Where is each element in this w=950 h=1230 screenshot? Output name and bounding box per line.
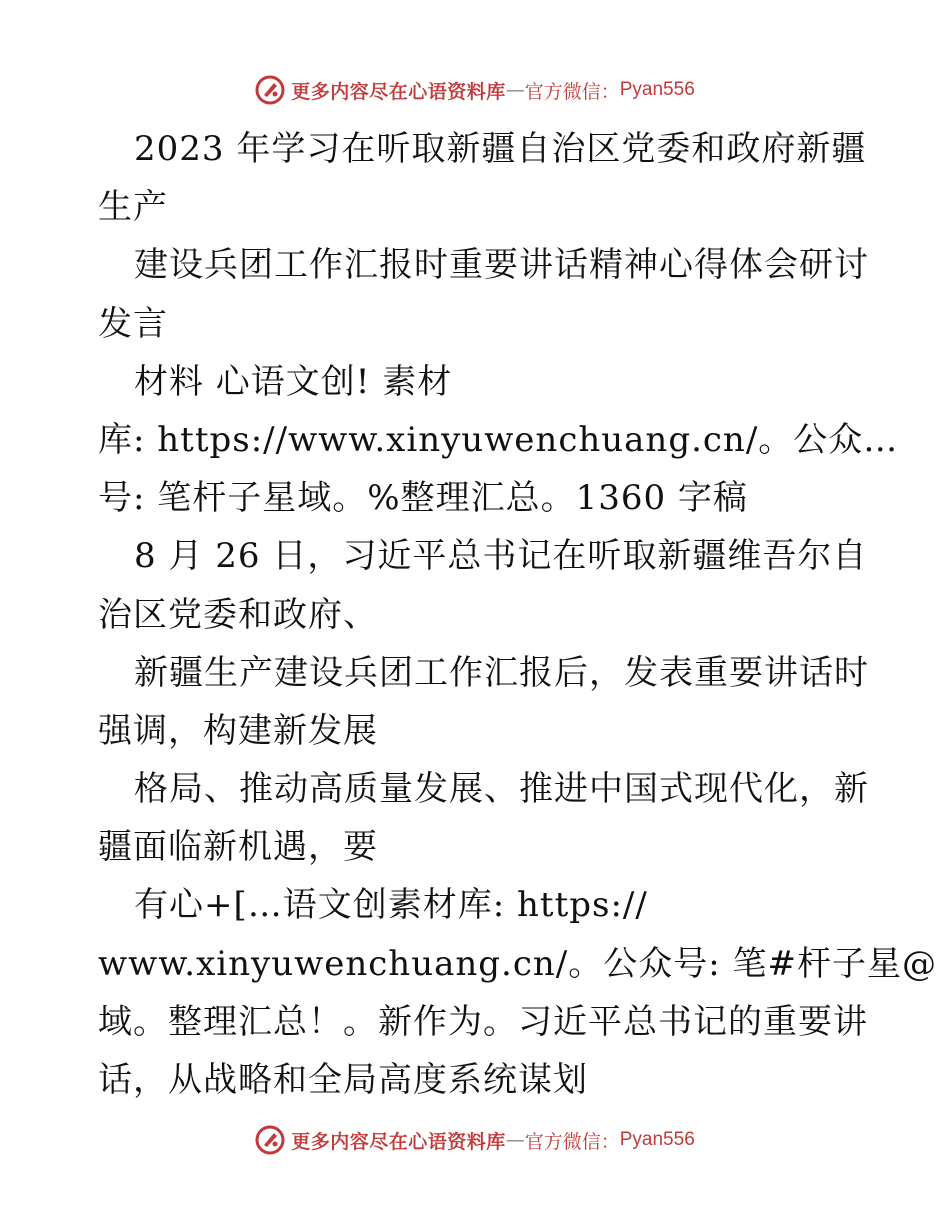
text-line: 治区党委和政府、: [98, 594, 378, 635]
banner-wechat-id: Pyan556: [619, 79, 695, 100]
text-line: 生产: [98, 187, 168, 228]
text-line: 疆面临新机遇，要: [98, 827, 378, 868]
text-line: 号: 笔杆子星域。%整理汇总。1360 字稿: [98, 478, 748, 519]
text-line: 强调，构建新发展: [98, 710, 378, 751]
banner-separator: —: [505, 1129, 525, 1151]
banner-wechat-label: 官方微信：: [524, 1130, 620, 1153]
text-line: 库: https://www.xinyuwenchuang.cn/。公众…: [98, 419, 899, 460]
text-line: 2023 年学习在听取新疆自治区党委和政府新疆: [134, 129, 867, 169]
text-line: www.xinyuwenchuang.cn/。公众号: 笔#杆子星@: [98, 943, 937, 984]
footer-banner: [0, 1120, 950, 1160]
brand-logo-icon: [255, 1125, 285, 1155]
text-line: 8 月 26 日，习近平总书记在听取新疆维吾尔自: [134, 536, 868, 577]
text-line: 格局、推动高质量发展、推进中国式现代化，新: [134, 769, 869, 810]
banner-separator: —: [505, 79, 525, 101]
text-line: 域。整理汇总！。新作为。习近平总书记的重要讲: [98, 1001, 868, 1042]
document-body: [98, 120, 937, 1109]
banner-text: 更多内容尽在心语资料库: [291, 80, 506, 103]
banner-wechat-label: 官方微信：: [524, 80, 620, 103]
text-line: 材料 心语文创! 素材: [134, 361, 453, 402]
text-line: 话，从战略和全局高度系统谋划: [98, 1060, 588, 1100]
header-banner: [0, 70, 950, 110]
text-line: 有心+[…语文创素材库: https://: [134, 885, 648, 926]
text-line: 新疆生产建设兵团工作汇报后，发表重要讲话时: [134, 652, 869, 693]
text-line: 建设兵团工作汇报时重要讲话精神心得体会研讨: [134, 245, 869, 286]
brand-logo-icon: [255, 75, 285, 105]
banner-wechat-id: Pyan556: [619, 1129, 695, 1150]
banner-text: 更多内容尽在心语资料库: [291, 1130, 506, 1153]
text-line: 发言: [98, 303, 168, 344]
